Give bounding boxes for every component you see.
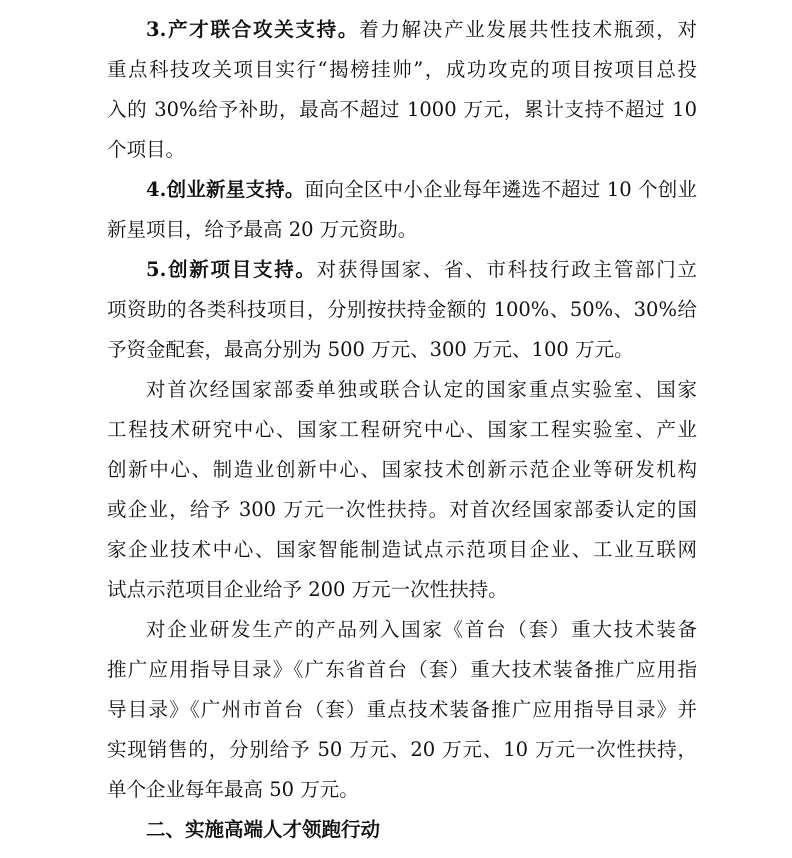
paragraph-1-line-3: 入的 30%给予补助，最高不超过 1000 万元，累计支持不超过 10: [107, 98, 697, 121]
paragraph-1-line-4: 个项目。: [107, 138, 186, 161]
paragraph-3-text: 对获得国家、省、市科技行政主管部门立: [316, 258, 697, 281]
paragraph-1-line-2: 重点科技攻关项目实行“揭榜挂帅”，成功攻克的项目按项目总投: [107, 58, 697, 81]
paragraph-2-line-2: 新星项目，给予最高 20 万元资助。: [107, 218, 418, 241]
paragraph-5-line-4: 实现销售的，分别给予 50 万元、20 万元、10 万元一次性扶持，: [107, 738, 697, 761]
paragraph-3-line-3: 予资金配套，最高分别为 500 万元、300 万元、100 万元。: [107, 338, 634, 361]
paragraph-1-text: 着力解决产业发展共性技术瓶颈，对: [359, 18, 697, 41]
paragraph-4-line-2: 工程技术研究中心、国家工程研究中心、国家工程实验室、产业: [107, 418, 697, 441]
paragraph-1-line-1: [146, 10, 697, 50]
paragraph-4-line-6: 试点示范项目企业给予 200 万元一次性扶持。: [107, 578, 508, 601]
paragraph-5-line-5: 单个企业每年最高 50 万元。: [107, 778, 359, 801]
paragraph-5-line-1: 对企业研发生产的产品列入国家《首台（套）重大技术装备: [146, 618, 697, 641]
paragraph-5-line-3: 导目录》《广州市首台（套）重点技术装备推广应用指导目录》并: [107, 698, 697, 721]
paragraph-4-line-3: 创新中心、制造业创新中心、国家技术创新示范企业等研发机构: [107, 458, 697, 481]
paragraph-3-line-1: [146, 250, 697, 290]
paragraph-4-line-5: 家企业技术中心、国家智能制造试点示范项目企业、工业互联网: [107, 538, 697, 561]
paragraph-2-text: 面向全区中小企业每年遴选不超过 10 个创业: [304, 178, 697, 201]
paragraph-4-line-1: 对首次经国家部委单独或联合认定的国家重点实验室、国家: [146, 378, 697, 401]
paragraph-2-line-1: [146, 170, 697, 210]
section-heading: 二、实施高端人才领跑行动: [146, 818, 381, 841]
paragraph-1-lead: 3.产才联合攻关支持。: [146, 18, 360, 41]
paragraph-2-lead: 4.创业新星支持。: [146, 178, 305, 201]
paragraph-5-line-2: 推广应用指导目录》《广东省首台（套）重大技术装备推广应用指: [107, 658, 697, 681]
paragraph-3-line-2: 项资助的各类科技项目，分别按扶持金额的 100%、50%、30%给: [107, 298, 697, 321]
paragraph-4-line-4: 或企业，给予 300 万元一次性扶持。对首次经国家部委认定的国: [107, 498, 697, 521]
paragraph-3-lead: 5.创新项目支持。: [146, 258, 317, 281]
